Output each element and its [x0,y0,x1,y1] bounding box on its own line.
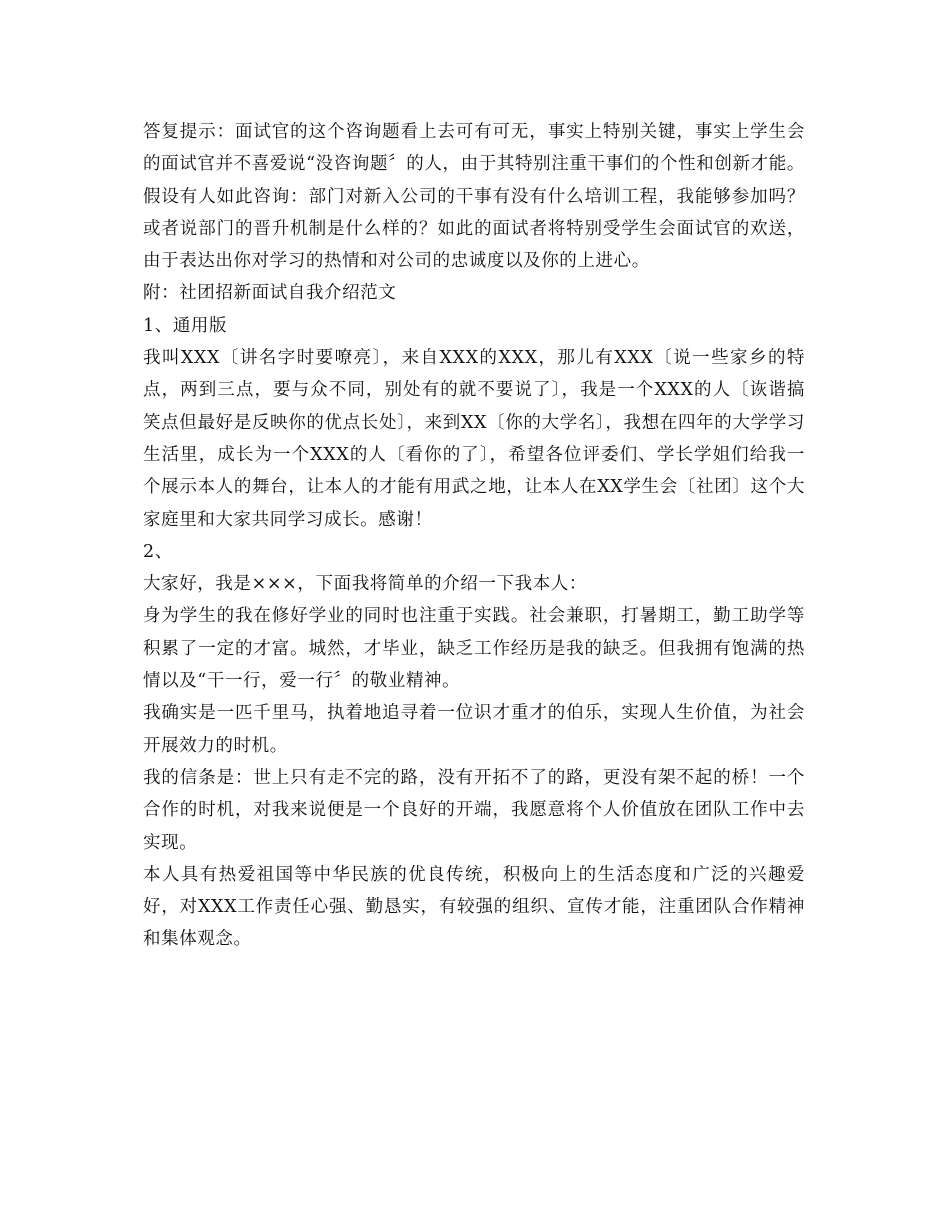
paragraph-practice: 身为学生的我在修好学业的同时也注重于实践。社会兼职，打暑期工，勤工助学等积累了一定的才富。城然，才毕业，缺乏工作经历是我的缺乏。但我拥有饱满的热情以及“干一行，爱一行〞的敬业精神。 [143,606,805,692]
paragraph-section-2-heading: 2、 [143,541,173,562]
paragraph-appendix-heading: 附：社团招新面试自我介绍范文 [143,283,397,304]
paragraph-motto: 我的信条是：世上只有走不完的路，没有开拓不了的路，更没有架不起的桥！一个合作的时机，对我来说便是一个良好的开端，我愿意将个人价值放在团队工作中去实现。 [143,767,805,853]
paragraph-self-intro-template: 我叫XXX〔讲名字时要嘹亮〕，来自XXX的XXX，那儿有XXX〔说一些家乡的特点，两到三点，要与众不同，别处有的就不要说了〕，我是一个XXX的人〔诙谐搞笑点但最好是反映你的优点长处〕，来到XX〔你的大学名〕，我想在四年的大学学习生活里，成长为一个XXX的人〔看你的了〕，希望各位评委们、学长学姐们给我一个展示本人的舞台，让本人的才能有用武之地，让本人在XX学生会〔社团〕这个大家庭里和大家共同学习成长。感谢！ [143,348,805,530]
paragraph-qualities: 本人具有热爱祖国等中华民族的优良传统，积极向上的生活态度和广泛的兴趣爱好，对XXX工作责任心强、勤恳实，有较强的组织、宣传才能，注重团队合作精神和集体观念。 [143,864,805,950]
paragraph-section-1-heading: 1、通用版 [143,315,228,336]
paragraph-answer-tip: 答复提示：面试官的这个咨询题看上去可有可无，事实上特别关键，事实上学生会的面试官并不喜爱说“没咨询题〞的人，由于其特别注重干事们的个性和创新才能。假设有人如此咨询：部门对新入公司的干事有没有什么培训工程，我能够参加吗？或者说部门的晋升机制是什么样的？如此的面试者将特别受学生会面试官的欢送，由于表达出你对学习的热情和对公司的忠诚度以及你的上进心。 [143,122,805,272]
paragraph-greeting: 大家好，我是×××，下面我将简单的介绍一下我本人： [143,574,587,595]
paragraph-ambition: 我确实是一匹千里马，执着地追寻着一位识才重才的伯乐，实现人生价值，为社会开展效力的时机。 [143,703,805,756]
document-body [143,116,805,956]
